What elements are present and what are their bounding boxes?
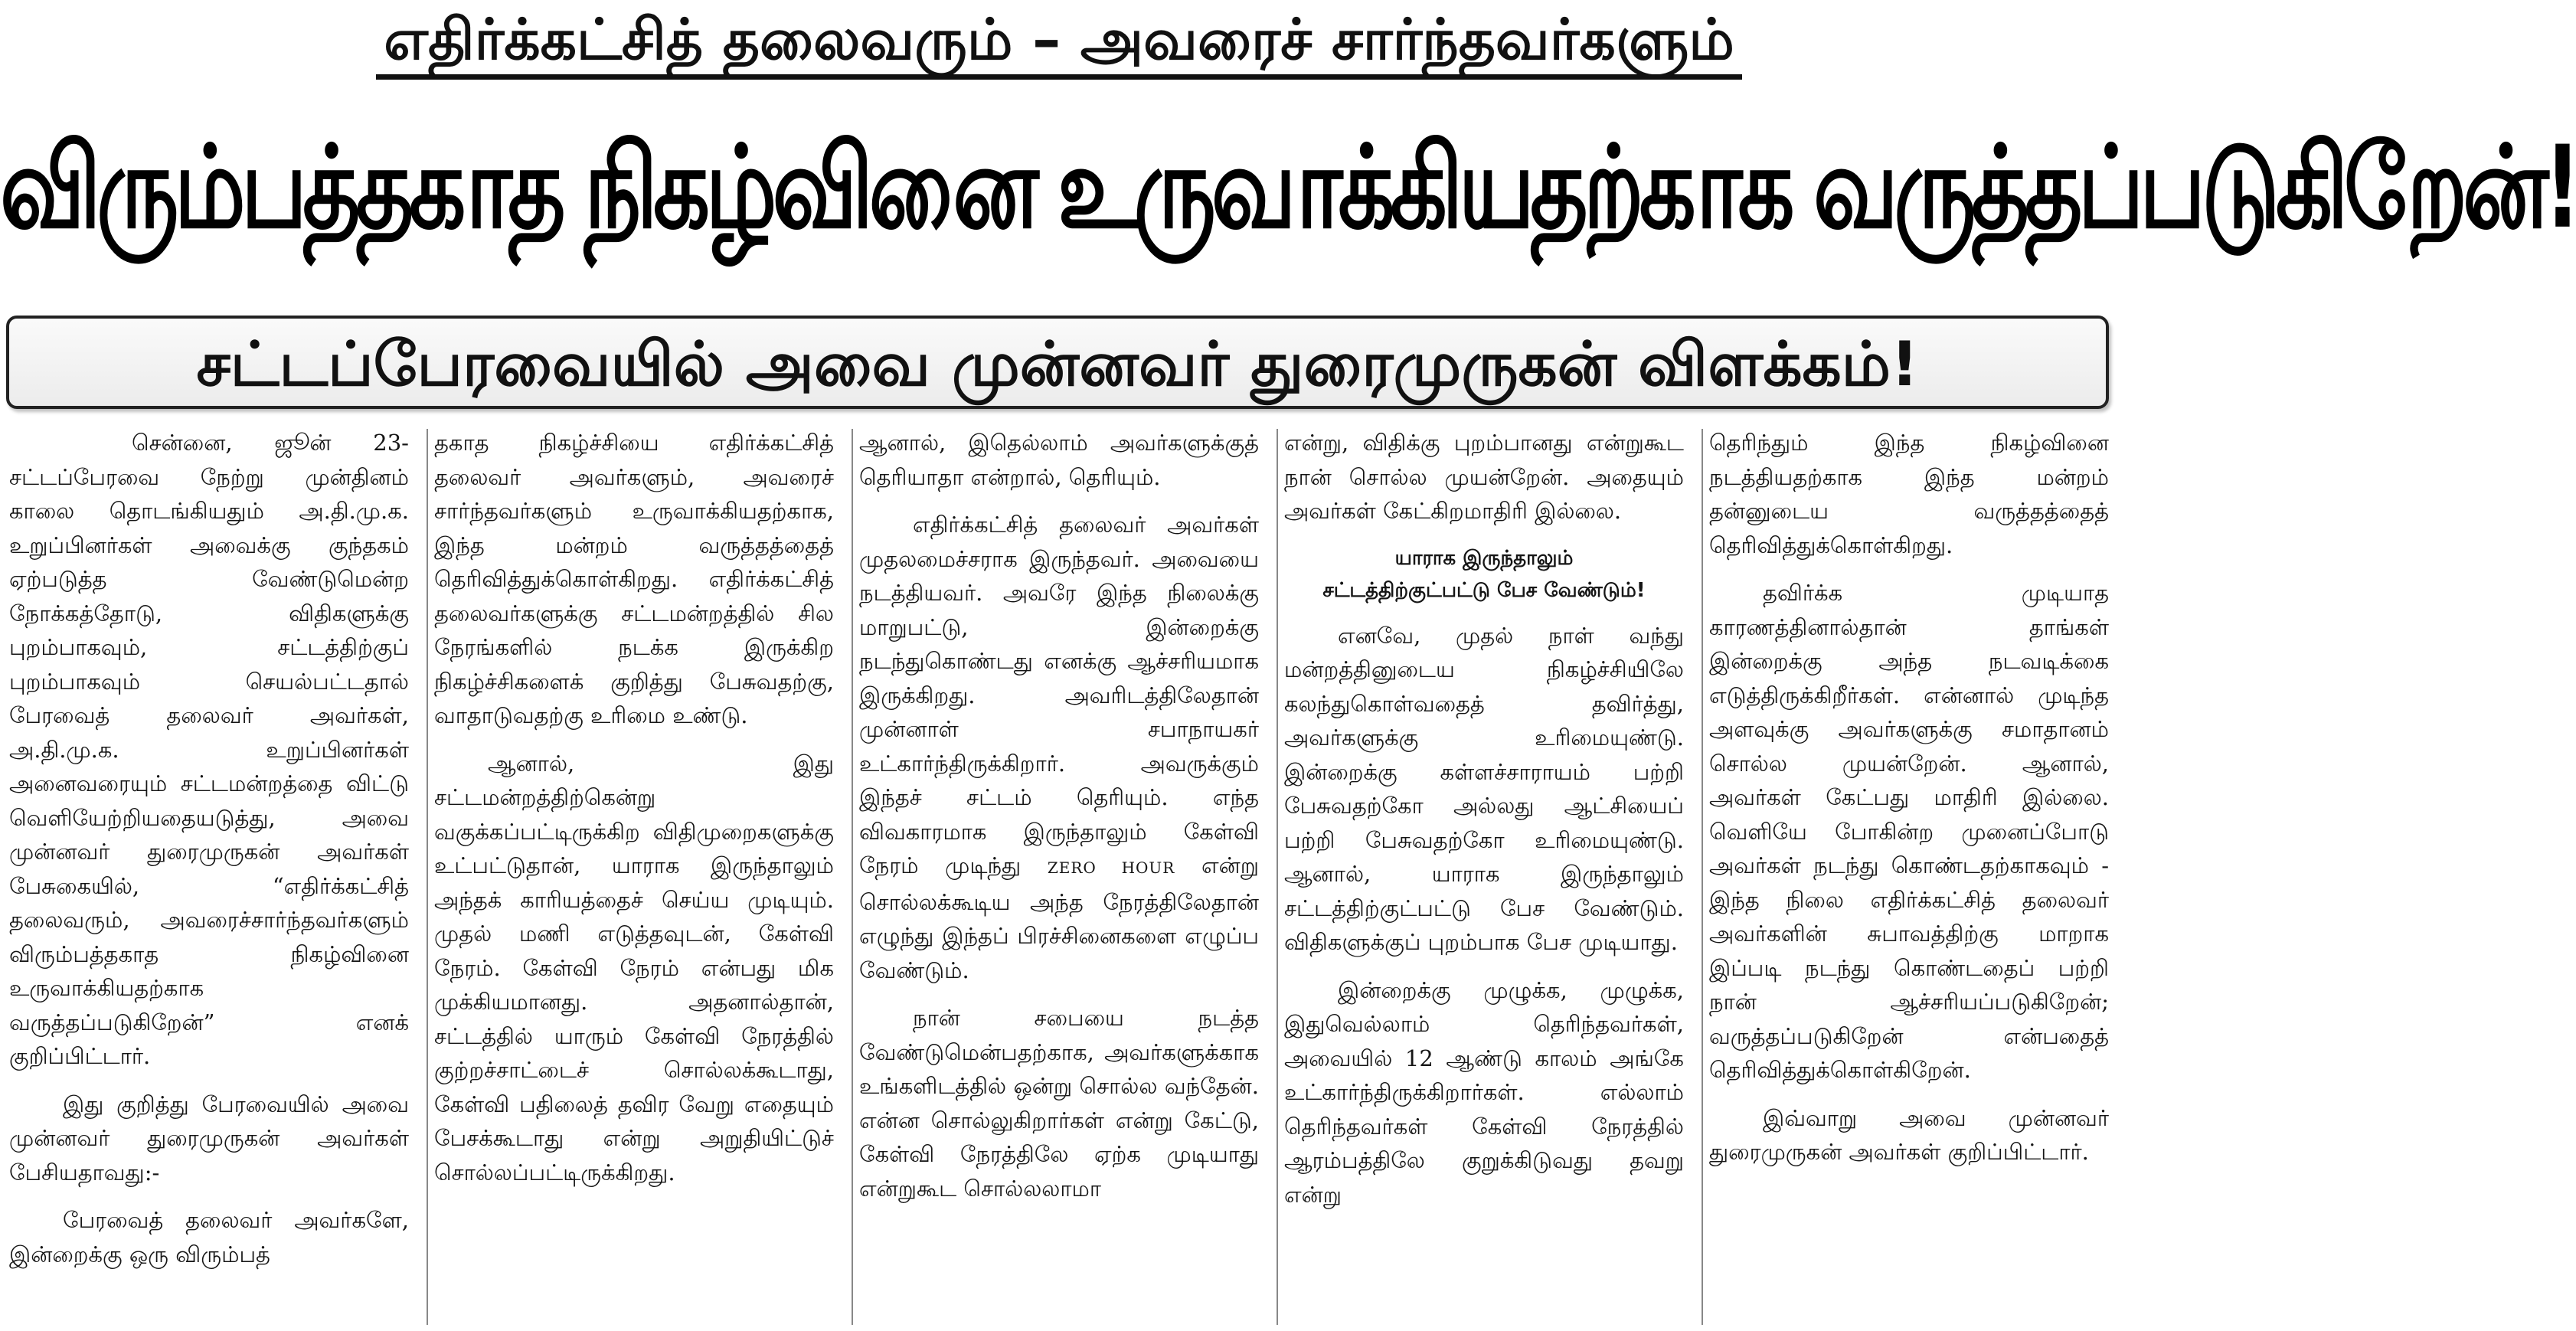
article-column-5 (1709, 426, 2109, 1326)
article-paragraph: நான் சபையை நடத்த வேண்டுமென்பதற்காக, அவர்களுக்காக உங்களிடத்தில் ஒன்று சொல்ல வந்தேன். என்ன சொல்லுகிறார்கள் என்று கேட்டு, கேள்வி நேரத்திலே ஏற்க முடியாது என்றுகூட சொல்லலாமா (859, 1005, 1259, 1202)
article-paragraph: தவிர்க்க முடியாத காரணத்தினால்தான் தாங்கள் இன்றைக்கு அந்த நடவடிக்கை எடுத்திருக்கிறீர்கள். என்னால் முடிந்த அளவுக்கு அவர்களுக்கு சமாதானம் சொல்ல முயன்றேன். ஆனால், அவர்கள் கேட்பது மாதிரி இல்லை. வெளியே போகின்ற முனைப்போடு அவர்கள் நடந்து கொண்டதற்காகவும் - இந்த நிலை எதிர்க்கட்சித் தலைவர் அவர்களின் சுபாவத்திற்கு மாறாக இப்படி நடந்து கொண்டதைப் பற்றி நான் ஆச்சரியப்படுகிறேன்; வருத்தப்படுகிறேன் என்பதைத் தெரிவித்துக்கொள்கிறேன். (1709, 580, 2109, 1083)
subhead-text: சட்டப்பேரவையில் அவை முன்னவர் துரைமுருகன் விளக்கம்! (196, 329, 1919, 400)
column-rule (852, 429, 853, 1325)
inner-subheading-line: யாராக இருந்தாலும் (1394, 546, 1574, 570)
article-paragraph: தகாத நிகழ்ச்சியை எதிர்க்கட்சித் தலைவர் அவர்களும், அவரைச் சார்ந்தவர்களும் உருவாக்கியதற்காக, இந்த மன்றம் வருத்தத்தைத் தெரிவித்துக்கொள்கிறது. எதிர்க்கட்சித் தலைவர்களுக்கு சட்டமன்றத்தில் சில நேரங்களில் நடக்க இருக்கிற நிகழ்ச்சிகளைக் குறித்து பேசுவதற்கு, வாதாடுவதற்கு உரிமை உண்டு. (434, 430, 834, 728)
article-column-2 (434, 426, 834, 1326)
kicker-headline (0, 5, 2118, 75)
column-rule (1277, 429, 1278, 1325)
article-paragraph (859, 508, 1259, 987)
article-paragraph: இது குறித்து பேரவையில் அவை முன்னவர் துரைமுருகன் அவர்கள் பேசியதாவது:- (9, 1091, 409, 1185)
main-headline: விரும்பத்தகாத நிகழ்வினை உருவாக்கியதற்காக வருத்தப்படுகிறேன்! (0, 121, 2576, 254)
zero-hour-text: ZERO HOUR (1047, 858, 1175, 877)
article-paragraph: ஆனால், இது சட்டமன்றத்திற்கென்று வகுக்கப்பட்டிருக்கிற விதிமுறைகளுக்கு உட்பட்டுதான், யாராக இருந்தாலும் அந்தக் காரியத்தைச் செய்ய முடியும். முதல் மணி எடுத்தவுடன், கேள்வி நேரம். கேள்வி நேரம் என்பது மிக முக்கியமானது. அதனால்தான், சட்டத்தில் யாரும் கேள்வி நேரத்தில் குற்றச்சாட்டைச் சொல்லக்கூடாது, கேள்வி பதிலைத் தவிர வேறு எதையும் பேசக்கூடாது என்று அறுதியிட்டுச் சொல்லப்பட்டிருக்கிறது. (434, 750, 834, 1185)
article-column-1 (9, 426, 409, 1326)
article-paragraph: ஆனால், இதெல்லாம் அவர்களுக்குத் தெரியாதா என்றால், தெரியும். (859, 430, 1259, 490)
article-column-3 (859, 426, 1259, 1326)
kicker-text: எதிர்க்கட்சித் தலைவரும் – அவரைச் சார்ந்தவர்களும் (376, 7, 1742, 80)
article-paragraph: சென்னை, ஜூன் 23- சட்டப்பேரவை நேற்று முன்தினம் காலை தொடங்கியதும் அ.தி.மு.க. உறுப்பினர்கள் அவைக்கு குந்தகம் ஏற்படுத்த வேண்டுமென்ற நோக்கத்தோடு, விதிகளுக்கு புறம்பாகவும், சட்டத்திற்குப் புறம்பாகவும் செயல்பட்டதால் பேரவைத் தலைவர் அவர்கள், அ.தி.மு.க. உறுப்பினர்கள் அனைவரையும் சட்டமன்றத்தை விட்டு வெளியேற்றியதையடுத்து, அவை முன்னவர் துரைமுருகன் அவர்கள் பேசுகையில், “எதிர்க்கட்சித் தலைவரும், அவரைச்சார்ந்தவர்களும் விரும்பத்தகாத நிகழ்வினை உருவாக்கியதற்காக வருத்தப்படுகிறேன்” எனக் குறிப்பிட்டார். (9, 430, 409, 1069)
article-column-4 (1284, 426, 1684, 1326)
article-paragraph: பேரவைத் தலைவர் அவர்களே, இன்றைக்கு ஒரு விரும்பத் (9, 1207, 409, 1267)
subhead-banner (6, 316, 2109, 409)
article-paragraph: என்று, விதிக்கு புறம்பானது என்றுகூட நான் சொல்ல முயன்றேன். அதையும் அவர்கள் கேட்கிறமாதிரி இல்லை. (1284, 430, 1684, 524)
column-rule (427, 429, 428, 1325)
paragraph-text: எதிர்க்கட்சித் தலைவர் அவர்கள் முதலமைச்சராக இருந்தவர். அவையை நடத்தியவர். அவரே இந்த நிலைக்கு மாறுபட்டு, இன்றைக்கு நடந்துகொண்டது எனக்கு ஆச்சரியமாக இருக்கிறது. அவரிடத்திலேதான் முன்னாள் சபாநாயகர் உட்கார்ந்திருக்கிறார். அவருக்கும் இந்தச் சட்டம் தெரியும். எந்த விவகாரமாக இருந்தாலும் கேள்வி நேரம் முடிந்து (859, 512, 1259, 878)
article-paragraph: எனவே, முதல் நாள் வந்து மன்றத்தினுடைய நிகழ்ச்சியிலே கலந்துகொள்வதைத் தவிர்த்து, அவர்களுக்கு உரிமையுண்டு. இன்றைக்கு கள்ளச்சாராயம் பற்றி பேசுவதற்கோ அல்லது ஆட்சியைப் பற்றி பேசுவதற்கோ உரிமையுண்டு. ஆனால், யாராக இருந்தாலும் சட்டத்திற்குட்பட்டு பேச வேண்டும். விதிகளுக்குப் புறம்பாக பேச முடியாது. (1284, 622, 1684, 955)
inner-subheading-line: சட்டத்திற்குட்பட்டு பேச வேண்டும்! (1322, 578, 1646, 602)
article-paragraph: தெரிந்தும் இந்த நிகழ்வினை நடத்தியதற்காக இந்த மன்றம் தன்னுடைய வருத்தத்தைத் தெரிவித்துக்கொள்கிறது. (1709, 430, 2109, 558)
inner-subheading (1284, 542, 1684, 607)
column-rule (1702, 429, 1703, 1325)
article-paragraph: இவ்வாறு அவை முன்னவர் துரைமுருகன் அவர்கள் குறிப்பிட்டார். (1709, 1104, 2109, 1165)
paragraph-text: என்று சொல்லக்கூடிய அந்த நேரத்திலேதான் எழுந்து இந்தப் பிரச்சினைகளை எழுப்ப வேண்டும். (859, 852, 1260, 983)
article-paragraph: இன்றைக்கு முழுக்க, முழுக்க, இதுவெல்லாம் தெரிந்தவர்கள், அவையில் 12 ஆண்டு காலம் அங்கே உட்கார்ந்திருக்கிறார்கள். எல்லாம் தெரிந்தவர்கள் கேள்வி நேரத்தில் ஆரம்பத்திலே குறுக்கிடுவது தவறு என்று (1284, 976, 1684, 1208)
